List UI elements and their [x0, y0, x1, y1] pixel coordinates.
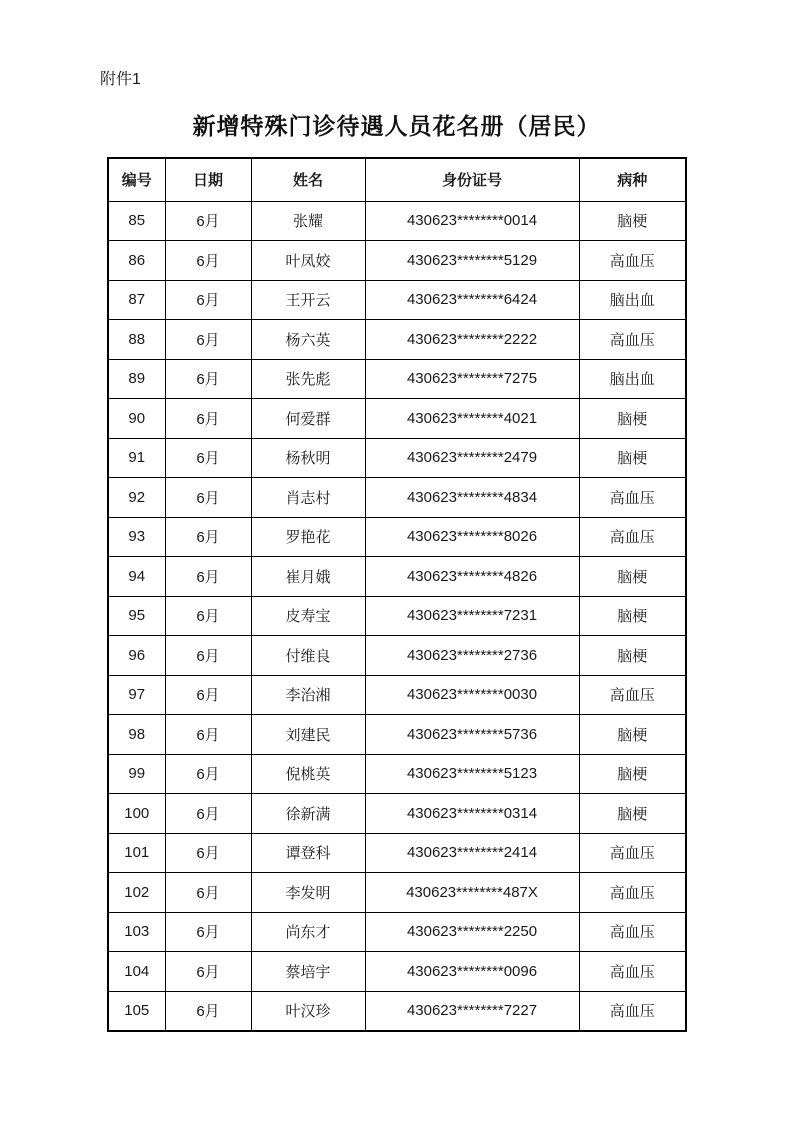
table-row — [108, 280, 686, 320]
cell-disease: 脑出血 — [579, 280, 686, 320]
cell-name: 杨六英 — [251, 320, 365, 360]
cell-name: 刘建民 — [251, 715, 365, 755]
cell-id-number: 430623********2414 — [365, 833, 579, 873]
cell-number: 96 — [108, 636, 165, 676]
cell-id-number: 430623********487X — [365, 873, 579, 913]
col-header-number: 编号 — [108, 158, 165, 201]
roster-table — [107, 157, 687, 1032]
table-row — [108, 794, 686, 834]
cell-id-number: 430623********0314 — [365, 794, 579, 834]
cell-id-number: 430623********2736 — [365, 636, 579, 676]
table-row — [108, 596, 686, 636]
cell-disease: 脑梗 — [579, 399, 686, 439]
cell-disease: 脑梗 — [579, 596, 686, 636]
cell-id-number: 430623********4826 — [365, 557, 579, 597]
cell-name: 肖志村 — [251, 478, 365, 518]
table-row — [108, 715, 686, 755]
table-row — [108, 557, 686, 597]
cell-date: 6月 — [165, 715, 251, 755]
cell-name: 杨秋明 — [251, 438, 365, 478]
cell-number: 103 — [108, 912, 165, 952]
cell-id-number: 430623********4834 — [365, 478, 579, 518]
cell-number: 95 — [108, 596, 165, 636]
cell-date: 6月 — [165, 675, 251, 715]
cell-date: 6月 — [165, 280, 251, 320]
table-row — [108, 754, 686, 794]
cell-disease: 高血压 — [579, 320, 686, 360]
cell-id-number: 430623********0096 — [365, 952, 579, 992]
cell-number: 100 — [108, 794, 165, 834]
table-row — [108, 952, 686, 992]
cell-date: 6月 — [165, 873, 251, 913]
cell-date: 6月 — [165, 478, 251, 518]
table-row — [108, 438, 686, 478]
table-row — [108, 517, 686, 557]
cell-id-number: 430623********5736 — [365, 715, 579, 755]
cell-disease: 高血压 — [579, 952, 686, 992]
cell-date: 6月 — [165, 754, 251, 794]
roster-table-body — [108, 201, 686, 1031]
table-row — [108, 991, 686, 1031]
attachment-label: 附件1 — [100, 71, 141, 88]
cell-date: 6月 — [165, 833, 251, 873]
cell-name: 叶汉珍 — [251, 991, 365, 1031]
cell-number: 90 — [108, 399, 165, 439]
cell-id-number: 430623********4021 — [365, 399, 579, 439]
cell-disease: 脑梗 — [579, 794, 686, 834]
cell-name: 谭登科 — [251, 833, 365, 873]
cell-id-number: 430623********7275 — [365, 359, 579, 399]
cell-id-number: 430623********0030 — [365, 675, 579, 715]
cell-id-number: 430623********5123 — [365, 754, 579, 794]
table-row — [108, 833, 686, 873]
cell-name: 张先彪 — [251, 359, 365, 399]
header-row — [108, 158, 686, 201]
cell-number: 89 — [108, 359, 165, 399]
cell-number: 101 — [108, 833, 165, 873]
cell-id-number: 430623********7227 — [365, 991, 579, 1031]
cell-number: 99 — [108, 754, 165, 794]
cell-disease: 高血压 — [579, 478, 686, 518]
cell-id-number: 430623********0014 — [365, 201, 579, 241]
table-row — [108, 399, 686, 439]
cell-name: 崔月娥 — [251, 557, 365, 597]
table-row — [108, 675, 686, 715]
table-row — [108, 873, 686, 913]
cell-number: 105 — [108, 991, 165, 1031]
cell-date: 6月 — [165, 320, 251, 360]
cell-id-number: 430623********7231 — [365, 596, 579, 636]
cell-name: 李治湘 — [251, 675, 365, 715]
cell-name: 张耀 — [251, 201, 365, 241]
cell-disease: 高血压 — [579, 912, 686, 952]
cell-id-number: 430623********5129 — [365, 241, 579, 281]
cell-id-number: 430623********8026 — [365, 517, 579, 557]
table-row — [108, 320, 686, 360]
cell-date: 6月 — [165, 201, 251, 241]
cell-date: 6月 — [165, 636, 251, 676]
cell-name: 皮寿宝 — [251, 596, 365, 636]
cell-number: 91 — [108, 438, 165, 478]
cell-date: 6月 — [165, 517, 251, 557]
table-row — [108, 201, 686, 241]
cell-disease: 高血压 — [579, 517, 686, 557]
col-header-name: 姓名 — [251, 158, 365, 201]
cell-disease: 高血压 — [579, 833, 686, 873]
cell-number: 102 — [108, 873, 165, 913]
cell-disease: 脑梗 — [579, 438, 686, 478]
cell-name: 李发明 — [251, 873, 365, 913]
cell-number: 94 — [108, 557, 165, 597]
roster-table-header — [108, 158, 686, 201]
cell-number: 98 — [108, 715, 165, 755]
cell-date: 6月 — [165, 241, 251, 281]
cell-number: 85 — [108, 201, 165, 241]
cell-date: 6月 — [165, 952, 251, 992]
cell-date: 6月 — [165, 912, 251, 952]
cell-date: 6月 — [165, 359, 251, 399]
cell-date: 6月 — [165, 438, 251, 478]
cell-disease: 高血压 — [579, 991, 686, 1031]
cell-number: 104 — [108, 952, 165, 992]
table-row — [108, 478, 686, 518]
cell-date: 6月 — [165, 991, 251, 1031]
cell-number: 97 — [108, 675, 165, 715]
cell-disease: 高血压 — [579, 873, 686, 913]
cell-id-number: 430623********6424 — [365, 280, 579, 320]
cell-name: 蔡培宇 — [251, 952, 365, 992]
cell-date: 6月 — [165, 557, 251, 597]
cell-number: 86 — [108, 241, 165, 281]
cell-disease: 脑梗 — [579, 754, 686, 794]
cell-date: 6月 — [165, 794, 251, 834]
col-header-date: 日期 — [165, 158, 251, 201]
cell-number: 88 — [108, 320, 165, 360]
table-row — [108, 359, 686, 399]
cell-name: 罗艳花 — [251, 517, 365, 557]
page-title: 新增特殊门诊待遇人员花名册（居民） — [192, 113, 601, 139]
table-row — [108, 912, 686, 952]
cell-date: 6月 — [165, 399, 251, 439]
table-row — [108, 241, 686, 281]
cell-disease: 脑梗 — [579, 557, 686, 597]
cell-name: 付维良 — [251, 636, 365, 676]
cell-name: 何爱群 — [251, 399, 365, 439]
cell-number: 93 — [108, 517, 165, 557]
cell-id-number: 430623********2250 — [365, 912, 579, 952]
cell-name: 徐新满 — [251, 794, 365, 834]
cell-number: 92 — [108, 478, 165, 518]
cell-disease: 高血压 — [579, 241, 686, 281]
col-header-id-number: 身份证号 — [365, 158, 579, 201]
cell-name: 倪桃英 — [251, 754, 365, 794]
cell-id-number: 430623********2222 — [365, 320, 579, 360]
cell-disease: 高血压 — [579, 675, 686, 715]
cell-id-number: 430623********2479 — [365, 438, 579, 478]
cell-number: 87 — [108, 280, 165, 320]
cell-date: 6月 — [165, 596, 251, 636]
cell-name: 叶凤姣 — [251, 241, 365, 281]
cell-name: 尚东才 — [251, 912, 365, 952]
cell-disease: 脑梗 — [579, 636, 686, 676]
col-header-disease: 病种 — [579, 158, 686, 201]
cell-disease: 脑梗 — [579, 715, 686, 755]
cell-disease: 脑梗 — [579, 201, 686, 241]
cell-disease: 脑出血 — [579, 359, 686, 399]
cell-name: 王开云 — [251, 280, 365, 320]
table-row — [108, 636, 686, 676]
